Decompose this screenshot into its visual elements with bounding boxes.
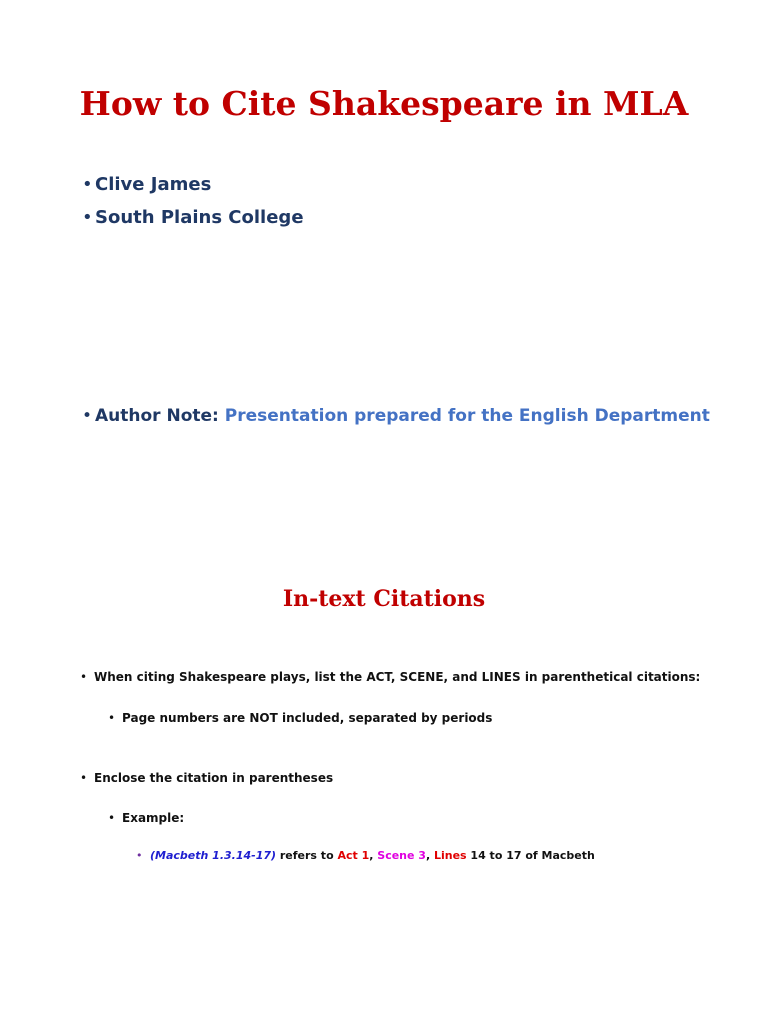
list-item-text: Page numbers are NOT included, separated by periods — [122, 711, 493, 725]
bullet-icon: • — [108, 711, 116, 725]
list-item-text: Example: — [122, 811, 185, 825]
example-citation: (Macbeth 1.3.14-17) — [150, 849, 277, 862]
author-note-label: Author Note: — [95, 406, 219, 426]
list-item — [108, 711, 492, 725]
example-rest: 14 to 17 of Macbeth — [466, 849, 595, 862]
example-scene: Scene 3 — [377, 849, 426, 862]
list-item-text: When citing Shakespeare plays, list the ACT, SCENE, and LINES in parenthetical citations: — [94, 670, 701, 684]
author-note-value: Presentation prepared for the English Department — [224, 406, 710, 426]
section-title: In-text Citations — [282, 586, 486, 612]
bullet-icon: • — [80, 771, 88, 785]
list-item — [80, 670, 700, 684]
bullet-icon: • — [108, 811, 116, 825]
bullet-icon: • — [136, 849, 143, 862]
list-item — [80, 771, 333, 785]
institution-item — [82, 207, 304, 228]
list-item-text: Enclose the citation in parentheses — [94, 771, 334, 785]
author-item — [82, 174, 211, 195]
bullet-icon: • — [82, 207, 93, 228]
author-name: Clive James — [95, 174, 212, 195]
author-note-item — [82, 406, 710, 426]
example-refers: refers to — [276, 849, 338, 862]
list-item — [108, 811, 184, 825]
bullet-icon: • — [80, 670, 88, 684]
example-act: Act 1 — [337, 849, 370, 862]
bullet-icon: • — [82, 406, 93, 426]
example-comma: , — [425, 849, 434, 862]
example-item — [136, 849, 595, 862]
example-lines: Lines — [433, 849, 467, 862]
institution-name: South Plains College — [95, 207, 304, 228]
page-title: How to Cite Shakespeare in MLA — [79, 84, 689, 123]
example-comma: , — [369, 849, 378, 862]
bullet-icon: • — [82, 174, 93, 195]
